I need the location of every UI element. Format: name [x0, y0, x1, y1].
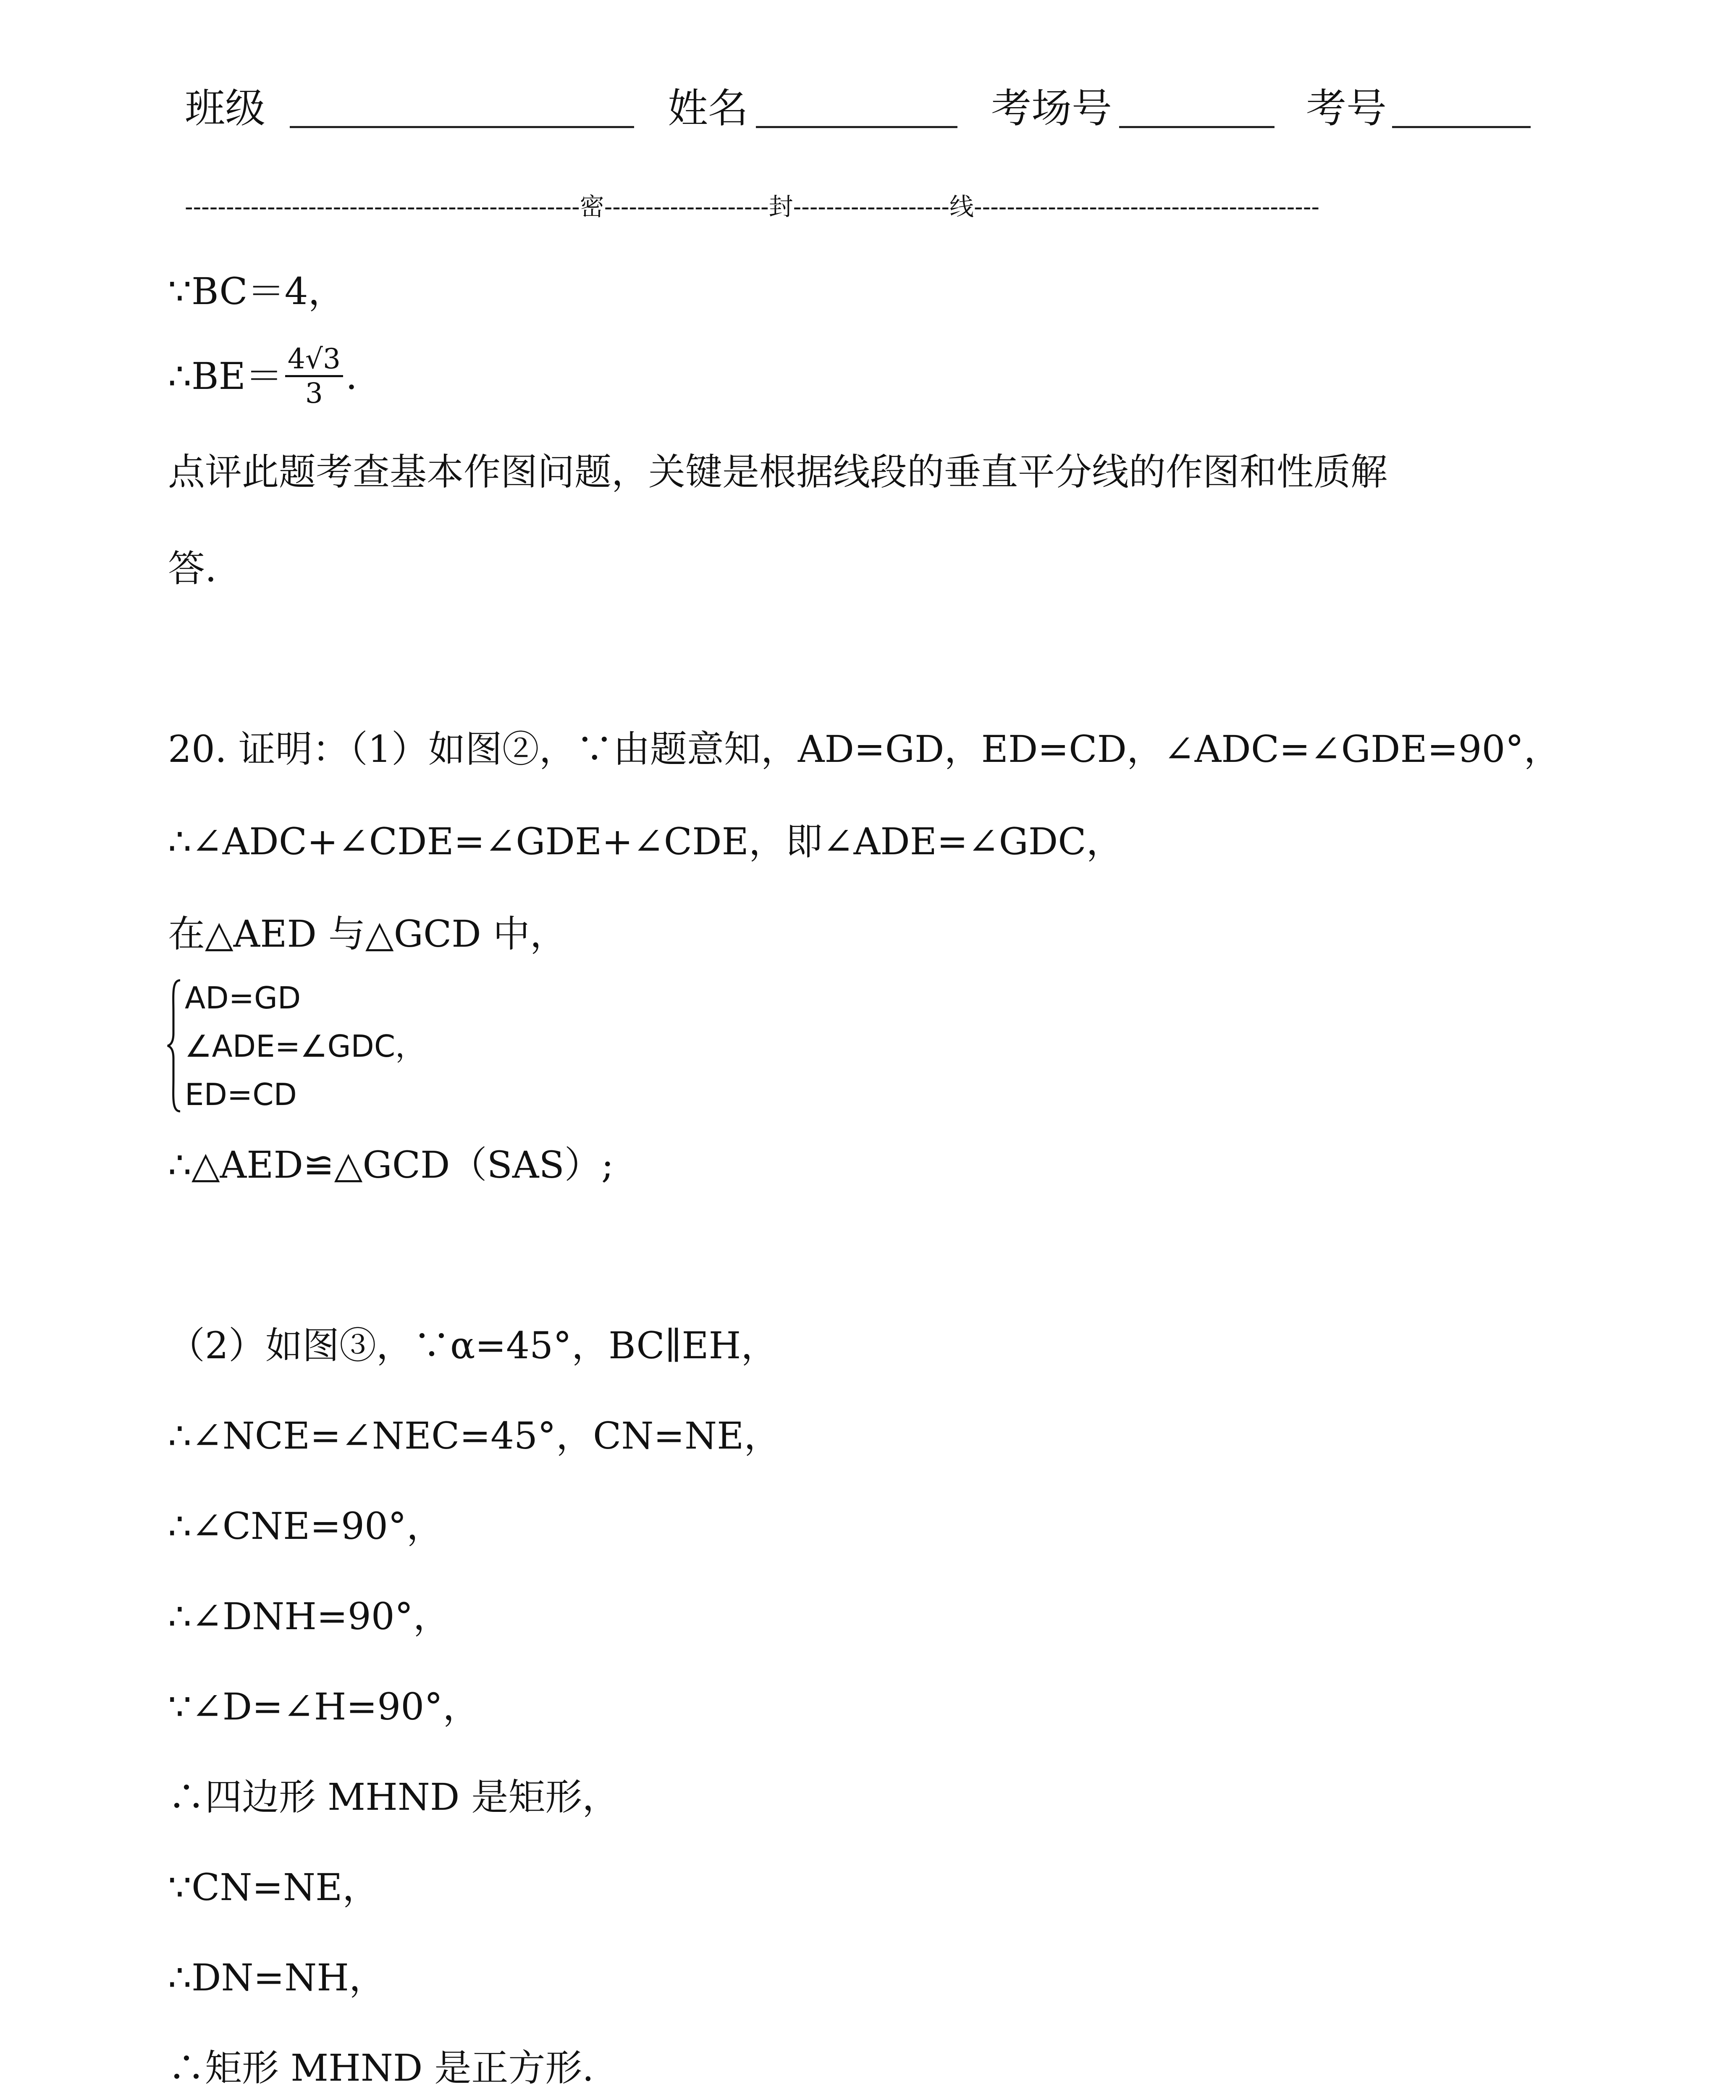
class-blank	[290, 126, 634, 128]
system-eq-2: ∠ADE=∠GDC，	[185, 1029, 426, 1064]
bc-line	[168, 270, 345, 313]
be-prefix: ∴BE＝	[168, 354, 283, 398]
be-fraction	[285, 344, 343, 408]
name-blank	[756, 126, 957, 128]
q20-line-4: ∴△AED≌△GCD（SAS）;	[168, 1143, 614, 1186]
q20-part2-line-4: ∴∠DNH=90°，	[168, 1595, 450, 1638]
q20-part2-line-7: ∵CN=NE，	[168, 1866, 380, 1909]
comment-line-1: 点评此题考查基本作图问题，关键是根据线段的垂直平分线的作图和性质解	[168, 450, 1388, 494]
be-suffix: .	[345, 354, 357, 398]
room-label: 考场号	[991, 85, 1112, 132]
bc-text: ∵BC＝4，	[168, 270, 345, 313]
system-brace	[166, 979, 183, 1113]
room-blank	[1119, 126, 1274, 128]
q20-part2-line-1: （2）如图③，∵α=45°，BC∥EH，	[168, 1324, 778, 1367]
q20-line-3: 在△AED 与△GCD 中，	[168, 912, 567, 956]
q20-part2-line-2: ∴∠NCE=∠NEC=45°，CN=NE，	[168, 1414, 781, 1457]
be-line	[168, 344, 357, 408]
q20-part2-line-8: ∴DN=NH，	[168, 1956, 386, 1999]
q20-line-2: ∴∠ADC+∠CDE=∠GDE+∠CDE，即∠ADE=∠GDC，	[168, 820, 1123, 863]
q20-part2-line-9: ∴矩形 MHND 是正方形.	[168, 2046, 594, 2090]
q20-line-1: 20. 证明：（1）如图②，∵由题意知，AD=GD，ED=CD，∠ADC=∠GDE=90°，	[168, 727, 1561, 771]
be-fraction-denominator: 3	[305, 377, 323, 410]
q20-part2-line-6: ∴四边形 MHND 是矩形，	[168, 1775, 619, 1819]
q20-part2-line-3: ∴∠CNE=90°，	[168, 1504, 444, 1548]
system-eq-3: ED=CD	[185, 1077, 297, 1112]
number-blank	[1392, 126, 1531, 128]
be-fraction-numerator: 4√3	[285, 344, 343, 377]
number-label: 考号	[1306, 85, 1387, 132]
seal-line: ------------------------------------------------密--------------------封-------------------线------------------------------------------	[185, 192, 1320, 221]
q20-part2-line-5: ∵∠D=∠H=90°，	[168, 1685, 480, 1728]
system-eq-1: AD=GD	[185, 980, 301, 1016]
name-label: 姓名	[668, 85, 748, 132]
class-label: 班级	[185, 85, 265, 132]
comment-line-2: 答.	[168, 547, 217, 590]
